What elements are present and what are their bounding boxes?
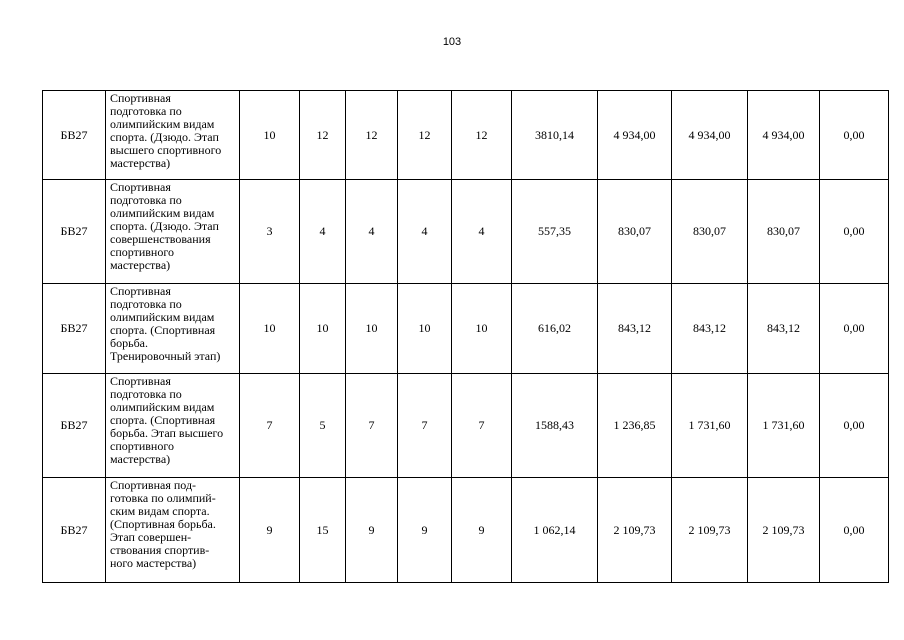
service-description: Спортивная подготовка по олимпийским видам спорта. (Дзюдо. Этап совершенствования спортивного мастерства) — [106, 180, 240, 284]
value-cell: 0,00 — [820, 91, 889, 180]
service-description: Спортивная подготовка по олимпийским видам спорта. (Спортивная борьба. Этап высшего спортивного мастерства) — [106, 374, 240, 478]
service-code: БВ27 — [43, 180, 106, 284]
page-number: 103 — [442, 36, 462, 48]
value-cell: 9 — [452, 478, 512, 583]
value-cell: 5 — [300, 374, 346, 478]
table-row — [43, 374, 889, 478]
value-cell: 12 — [300, 91, 346, 180]
value-cell: 9 — [346, 478, 398, 583]
value-cell: 3 — [240, 180, 300, 284]
value-cell: 4 — [300, 180, 346, 284]
value-cell: 7 — [398, 374, 452, 478]
value-cell: 616,02 — [512, 284, 598, 374]
value-cell: 843,12 — [598, 284, 672, 374]
value-cell: 12 — [346, 91, 398, 180]
table-row — [43, 91, 889, 180]
value-cell: 4 — [346, 180, 398, 284]
value-cell: 7 — [240, 374, 300, 478]
service-code: БВ27 — [43, 374, 106, 478]
value-cell: 12 — [398, 91, 452, 180]
value-cell: 7 — [346, 374, 398, 478]
service-code: БВ27 — [43, 478, 106, 583]
table-row — [43, 180, 889, 284]
value-cell: 15 — [300, 478, 346, 583]
value-cell: 7 — [452, 374, 512, 478]
service-description: Спортивная подготовка по олимпийским видам спорта. (Дзюдо. Этап высшего спортивного мастерства) — [106, 91, 240, 180]
value-cell: 0,00 — [820, 284, 889, 374]
value-cell: 4 — [398, 180, 452, 284]
services-table — [42, 90, 889, 583]
value-cell: 843,12 — [748, 284, 820, 374]
value-cell: 4 — [452, 180, 512, 284]
value-cell: 4 934,00 — [748, 91, 820, 180]
value-cell: 10 — [300, 284, 346, 374]
value-cell: 12 — [452, 91, 512, 180]
value-cell: 3810,14 — [512, 91, 598, 180]
value-cell: 1 236,85 — [598, 374, 672, 478]
value-cell: 830,07 — [672, 180, 748, 284]
value-cell: 10 — [398, 284, 452, 374]
value-cell: 1 062,14 — [512, 478, 598, 583]
value-cell: 9 — [240, 478, 300, 583]
value-cell: 830,07 — [598, 180, 672, 284]
value-cell: 0,00 — [820, 478, 889, 583]
value-cell: 830,07 — [748, 180, 820, 284]
value-cell: 10 — [240, 284, 300, 374]
value-cell: 2 109,73 — [748, 478, 820, 583]
value-cell: 0,00 — [820, 180, 889, 284]
value-cell: 2 109,73 — [598, 478, 672, 583]
table-row — [43, 478, 889, 583]
value-cell: 4 934,00 — [598, 91, 672, 180]
service-code: БВ27 — [43, 91, 106, 180]
value-cell: 1 731,60 — [748, 374, 820, 478]
value-cell: 10 — [346, 284, 398, 374]
value-cell: 2 109,73 — [672, 478, 748, 583]
value-cell: 843,12 — [672, 284, 748, 374]
value-cell: 9 — [398, 478, 452, 583]
value-cell: 10 — [240, 91, 300, 180]
value-cell: 4 934,00 — [672, 91, 748, 180]
value-cell: 10 — [452, 284, 512, 374]
value-cell: 557,35 — [512, 180, 598, 284]
service-code: БВ27 — [43, 284, 106, 374]
service-description: Спортивная подготовка по олимпийским видам спорта. (Спортивная борьба. Тренировочный этап) — [106, 284, 240, 374]
table-row — [43, 284, 889, 374]
value-cell: 1588,43 — [512, 374, 598, 478]
value-cell: 0,00 — [820, 374, 889, 478]
value-cell: 1 731,60 — [672, 374, 748, 478]
service-description: Спортивная под- готовка по олимпий- ским видам спорта. (Спортивная борьба. Этап совершен- ствования спортив- ного мастерства) — [106, 478, 240, 583]
